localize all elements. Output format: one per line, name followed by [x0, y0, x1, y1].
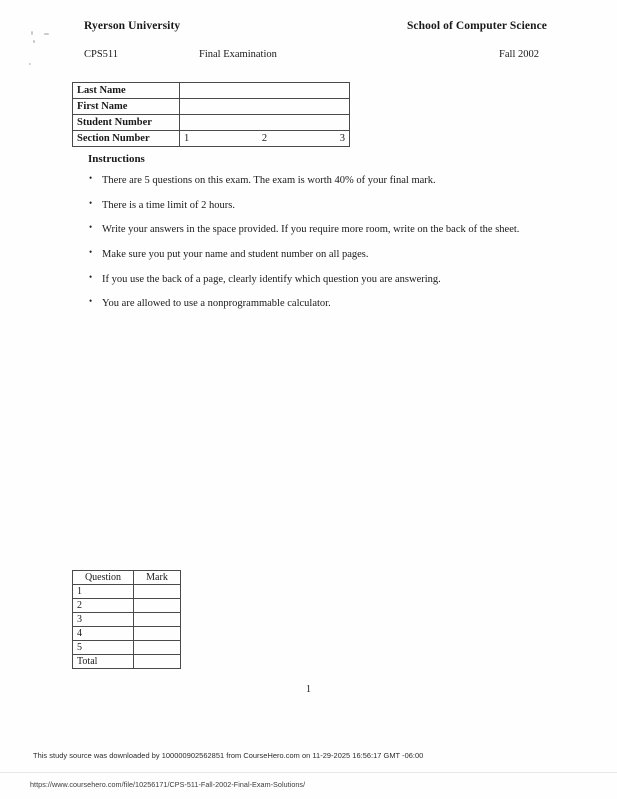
question-cell: 5: [73, 641, 134, 655]
institution-name: Ryerson University: [84, 20, 181, 32]
page-number: 1: [306, 684, 311, 695]
question-cell: 4: [73, 627, 134, 641]
table-row: [73, 641, 181, 655]
question-cell: 1: [73, 585, 134, 599]
exam-type: Final Examination: [199, 49, 277, 60]
total-label: Total: [73, 655, 134, 669]
total-mark-cell[interactable]: [134, 655, 181, 669]
mark-cell[interactable]: [134, 613, 181, 627]
table-row: [73, 613, 181, 627]
last-name-label: Last Name: [73, 83, 180, 99]
question-cell: 3: [73, 613, 134, 627]
table-row: [73, 585, 181, 599]
mark-column-header: Mark: [134, 571, 181, 585]
mark-cell[interactable]: [134, 641, 181, 655]
section-number-label: Section Number: [73, 131, 180, 147]
source-url[interactable]: https://www.coursehero.com/file/10256171/CPS-511-Fall-2002-Final-Exam-Solutions/: [30, 780, 306, 789]
mark-cell[interactable]: [134, 599, 181, 613]
footer-divider: [0, 772, 617, 773]
table-row: [73, 627, 181, 641]
student-number-field[interactable]: [180, 115, 350, 131]
table-row: [73, 115, 350, 131]
department-name: School of Computer Science: [406, 20, 547, 32]
student-info-table: [72, 82, 350, 147]
table-row: [73, 83, 350, 99]
scan-speckle: [44, 33, 49, 35]
list-item: • Make sure you put your name and student number on all pages.: [102, 248, 542, 262]
exam-term: Fall 2002: [499, 49, 539, 60]
first-name-label: First Name: [73, 99, 180, 115]
table-row: [73, 571, 181, 585]
instructions-list: [88, 174, 542, 322]
mark-cell[interactable]: [134, 585, 181, 599]
list-item: • You are allowed to use a nonprogrammable calculator.: [102, 297, 542, 311]
list-item: • There is a time limit of 2 hours.: [102, 199, 542, 213]
table-row: [73, 99, 350, 115]
course-code: CPS511: [84, 49, 119, 60]
table-row: [73, 131, 350, 147]
student-number-label: Student Number: [73, 115, 180, 131]
instructions-heading: Instructions: [88, 153, 145, 165]
question-cell: 2: [73, 599, 134, 613]
table-row: [73, 655, 181, 669]
section-option-2[interactable]: 2: [261, 133, 268, 144]
page-header: [72, 20, 557, 32]
scan-speckle: [29, 63, 31, 65]
scan-speckle: [33, 40, 35, 43]
list-item: • If you use the back of a page, clearly identify which question you are answering.: [102, 273, 542, 287]
mark-cell[interactable]: [134, 627, 181, 641]
first-name-field[interactable]: [180, 99, 350, 115]
page-subheader: [72, 49, 557, 60]
section-option-1[interactable]: 1: [184, 133, 190, 144]
table-row: [73, 599, 181, 613]
last-name-field[interactable]: [180, 83, 350, 99]
list-item: • There are 5 questions on this exam. The exam is worth 40% of your final mark.: [102, 174, 542, 188]
marks-table: [72, 570, 181, 669]
scan-speckle: [31, 31, 33, 35]
section-number-field[interactable]: [180, 131, 350, 147]
list-item: • Write your answers in the space provided. If you require more room, write on the back of the sheet.: [102, 223, 542, 237]
question-column-header: Question: [73, 571, 134, 585]
download-notice: This study source was downloaded by 100000902562851 from CourseHero.com on 11-29-2025 16:56:17 GMT -06:00: [33, 751, 424, 760]
section-option-3[interactable]: 3: [339, 133, 346, 144]
